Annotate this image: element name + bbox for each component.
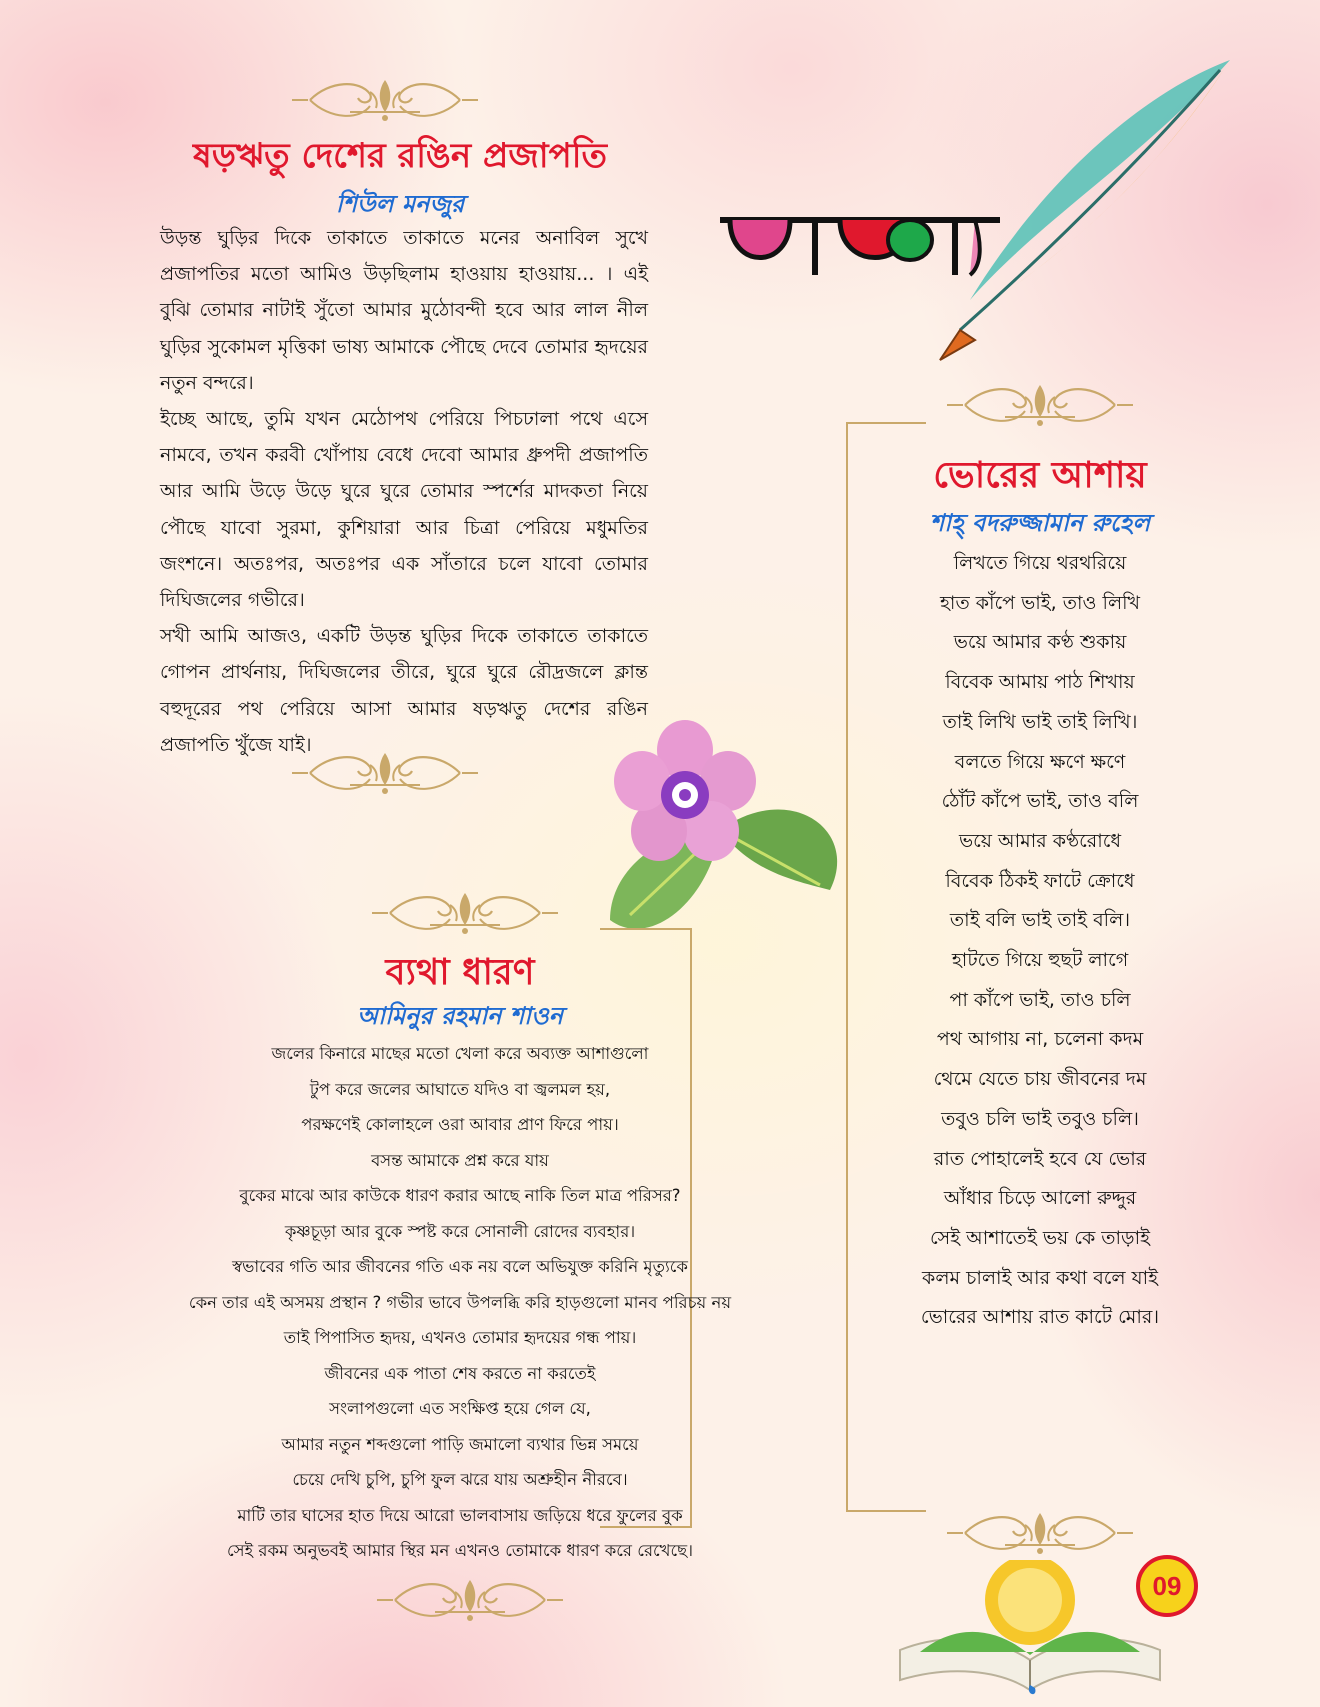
poem-line: সংলাপগুলো এত সংক্ষিপ্ত হয়ে গেল যে, [329, 1399, 591, 1418]
ornament-divider [370, 885, 560, 941]
poem-line: বুকের মাঝে আর কাউকে ধারণ করার আছে নাকি তিল মাত্র পরিসর? [239, 1186, 681, 1205]
poem-line: কেন তার এই অসময় প্রস্থান ? গভীর ভাবে উপলব্ধি করি হাড়গুলো মানব পরিচয় নয় [188, 1292, 732, 1312]
quill-pen-icon [900, 50, 1260, 370]
ornament-divider [945, 377, 1135, 433]
poem-line: জলের কিনারে মাছের মতো খেলা করে অব্যক্ত আশাগুলো [271, 1044, 649, 1063]
poem-line: হাটতে গিয়ে হুছট লাগে [951, 949, 1129, 972]
poem1-body [160, 220, 648, 763]
poem-line: রাত পোহালেই হবে যে ভোর [933, 1147, 1147, 1170]
poem1-paragraph: ইচ্ছে আছে, তুমি যখন মেঠোপথ পেরিয়ে পিচঢালা পথে এসে নামবে, তখন করবী খোঁপায় বেধে দেবো আমার ধ্রুপদী প্রজাপতি আর আমি উড়ে উড়ে ঘুরে ঘুরে তোমার স্পর্শের মাদকতা নিয়ে পৌছে যাবো সুরমা, কুশিয়ারা আর চিত্রা পেরিয়ে মধুমতির জংশনে। অতঃপর, অতঃপর এক সাঁতারে চলে যাবো তোমার দিঘিজলের গভীরে। [160, 408, 648, 612]
ornament-divider [945, 1505, 1135, 1561]
poem2-stanza [870, 544, 1210, 1338]
ornament-divider [290, 72, 480, 128]
poem-line: বলতে গিয়ে ক্ষণে ক্ষণে [954, 750, 1126, 773]
ornament-divider [290, 745, 480, 801]
ornament-divider [375, 1572, 565, 1628]
poem-line: বসন্ত আমাকে প্রশ্ন করে যায় [371, 1150, 549, 1170]
poem-line: ঠোঁট কাঁপে ভাই, তাও বলি [941, 790, 1139, 813]
poem1-author: শিউল মনজুর [335, 190, 465, 218]
poem-line: আঁধার চিড়ে আলো রুদ্দুর [943, 1187, 1137, 1210]
poem-line: বিবেক ঠিকই ফাটে ক্রোধে [945, 869, 1135, 892]
poem-line: লিখতে গিয়ে থরথরিয়ে [953, 552, 1127, 574]
poem-line: বিবেক আমায় পাঠ শিখায় [945, 671, 1135, 694]
poem3-author: আমিনুর রহমান শাওন [357, 1002, 563, 1030]
poem-line: মাটি তার ঘাসের হাত দিয়ে আরো ভালবাসায় জড়িয়ে ধরে ফুলের বুক [237, 1505, 683, 1525]
poem-line: তবুও চলি ভাই তবুও চলি। [941, 1107, 1139, 1130]
frame-line [846, 1510, 926, 1512]
poem-line: পরক্ষণেই কোলাহলে ওরা আবার প্রাণ ফিরে পায়। [301, 1115, 619, 1134]
poem2-author: শাহ্ বদরুজ্জামান রুহেল [929, 509, 1151, 537]
poem1-paragraph: উড়ন্ত ঘুড়ির দিকে তাকাতে তাকাতে মনের অনাবিল সুখে প্রজাপতির মতো আমিও উড়ছিলাম হাওয়ায় হাওয়ায়... । এই বুঝি তোমার নাটাই সুঁতো আমার মুঠোবন্দী হবে আর লাল নীল ঘুড়ির সুকোমল মৃত্তিকা ভাষ্য আমাকে পৌছে দেবে তোমার হৃদয়ের নতুন বন্দরে। [160, 227, 648, 394]
poem-line: চেয়ে দেখি চুপি, চুপি ফুল ঝরে যায় অশ্রুহীন নীরবে। [292, 1470, 628, 1489]
poem-line: জীবনের এক পাতা শেষ করতে না করতেই [324, 1363, 596, 1383]
poem-line: স্বভাবের গতি আর জীবনের গতি এক নয় বলে অভিযুক্ত করিনি মৃত্যুকে [232, 1257, 688, 1276]
poem-line: টুপ করে জলের আঘাতে যদিও বা জ্বলমল হয়, [309, 1079, 611, 1099]
poem3-title: ব্যথা ধারণ [385, 952, 535, 993]
poem2-title: ভোরের আশায় [933, 455, 1147, 496]
flower-illustration [590, 720, 850, 950]
poem-line: কলম চালাই আর কথা বলে যাই [922, 1266, 1158, 1289]
poem-line: ভয়ে আমার কণ্ঠ শুকায় [953, 631, 1127, 654]
poem-line: আমার নতুন শব্দগুলো পাড়ি জমালো ব্যথার ভিন্ন সময়ে [281, 1434, 639, 1454]
poem-line: ভয়ে আমার কণ্ঠরোধে [958, 829, 1122, 852]
page-number-badge [1136, 1555, 1198, 1617]
frame-line [600, 928, 690, 930]
poem-line: থেমে যেতে চায় জীবনের দম [933, 1068, 1147, 1091]
frame-line [846, 422, 848, 1512]
poem-line: পথ আগায় না, চলেনা কদম [936, 1028, 1144, 1051]
open-book-illustration [880, 1560, 1180, 1700]
page-number: 09 [1152, 1570, 1182, 1601]
poem1-paragraph: সখী আমি আজও, একটি উড়ন্ত ঘুড়ির দিকে তাকাতে তাকাতে গোপন প্রার্থনায়, দিঘিজলের তীরে, ঘুরে ঘুরে রৌদ্রজলে ক্লান্ত বহুদূরের পথ পেরিয়ে আসা আমার ষড়ঋতু দেশের রঙিন প্রজাপতি খুঁজে যাই। [160, 625, 648, 756]
poem3-stanza [150, 1036, 770, 1569]
poem-line: তাই বলি ভাই তাই বলি। [949, 909, 1131, 932]
poem-line: সেই রকম অনুভবই আমার স্থির মন এখনও তোমাকে ধারণ করে রেখেছে। [226, 1541, 694, 1560]
poem-line: সেই আশাতেই ভয় কে তাড়াই [929, 1226, 1151, 1249]
poem-line: ভোরের আশায় রাত কাটে মোর। [920, 1306, 1160, 1329]
poem-line: তাই পিপাসিত হৃদয়, এখনও তোমার হৃদয়ের গন্ধ পায়। [283, 1328, 637, 1347]
poem1-title: ষড়ঋতু দেশের রঙিন প্রজাপতি [193, 136, 607, 176]
frame-line [846, 422, 926, 424]
poem-line: তাই লিখি ভাই তাই লিখি। [942, 710, 1138, 733]
poem-line: পা কাঁপে ভাই, তাও চলি [949, 988, 1131, 1011]
poem-line: হাত কাঁপে ভাই, তাও লিখি [939, 591, 1141, 614]
poem-line: কৃষ্ণচূড়া আর বুকে স্পষ্ট করে সোনালী রোদের ব্যবহার। [284, 1221, 636, 1241]
